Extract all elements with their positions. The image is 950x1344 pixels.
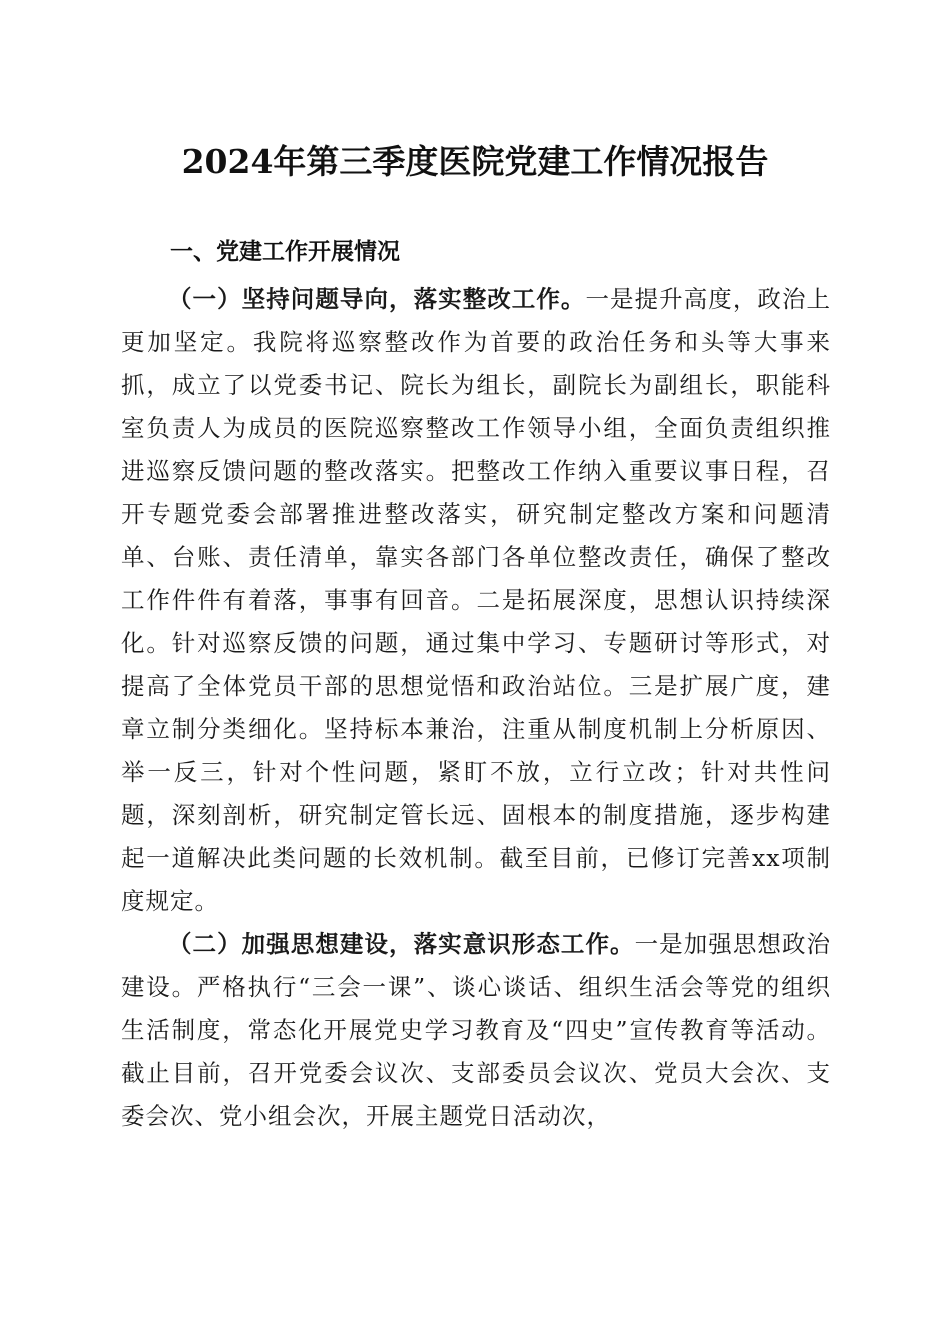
paragraph-1-lead: （一）坚持问题导向，落实整改工作。 [168, 285, 586, 313]
document-title: 2024年第三季度医院党建工作情况报告 [181, 142, 769, 181]
paragraph-1-text: 一是提升高度，政治上更加坚定。我院将巡察整改作为首要的政治任务和头等大事来抓，成立了以党委书记、院长为组长，副院长为副组长，职能科室负责人为成员的医院巡察整改工作领导小组，全面负责组织推进巡察反馈问题的整改落实。把整改工作纳入重要议事日程，召开专题党委会部署推进整改落实，研究制定整改方案和问题清单、台账、责任清单，靠实各部门各单位整改责任，确保了整改工作件件有着落，事事有回音。二是拓展深度，思想认识持续深化。针对巡察反馈的问题，通过集中学习、专题研讨等形式，对提高了全体党员干部的思想觉悟和政治站位。三是扩展广度，建章立制分类细化。坚持标本兼治，注重从制度机制上分析原因、举一反三，针对个性问题，紧盯不放，立行立改；针对共性问题，深刻剖析，研究制定管长远、固根本的制度措施，逐步构建起一道解决此类问题的长效机制。截至目前，已修订完善xx项制度规定。 [121, 285, 832, 915]
paragraph-1 [121, 278, 831, 923]
paragraph-2-lead: （二）加强思想建设，落实意识形态工作。 [168, 930, 635, 958]
section-heading: 一、党建工作开展情况 [170, 239, 400, 265]
paragraph-2 [121, 923, 831, 1138]
document-body [121, 278, 831, 1138]
paragraph-2-text: 一是加强思想政治建设。严格执行“三会一课”、谈心谈话、组织生活会等党的组织生活制度，常态化开展党史学习教育及“四史”宣传教育等活动。截止目前，召开党委会议次、支部委员会议次、党员大会次、支委会次、党小组会次，开展主题党日活动次， [121, 930, 832, 1130]
